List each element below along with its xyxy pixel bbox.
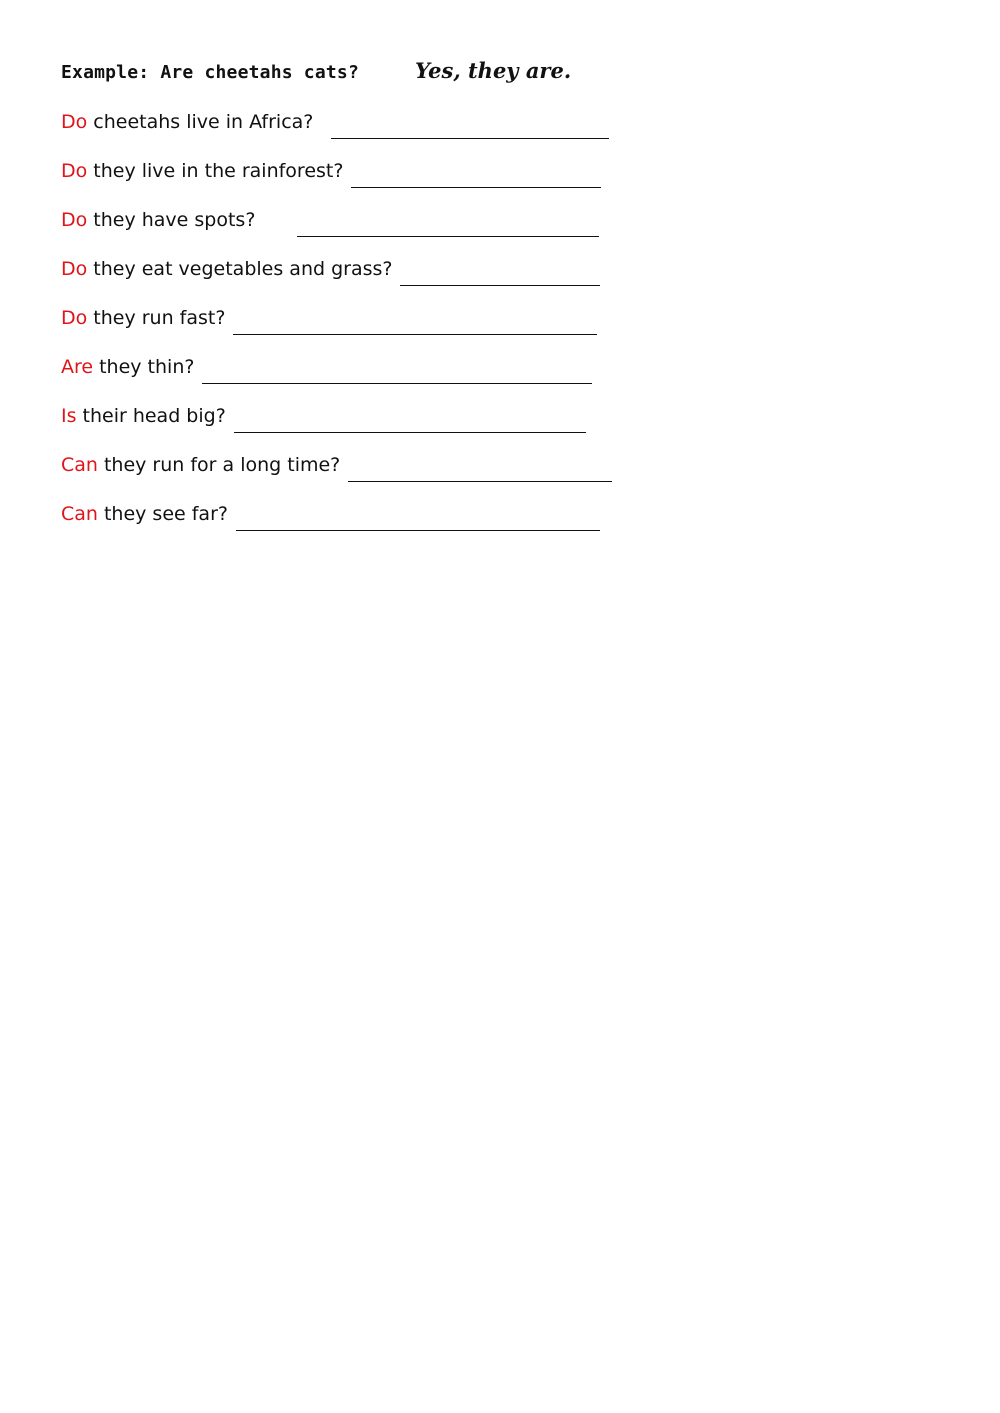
question-text: cheetahs live in Africa?: [93, 111, 314, 133]
question-text: they have spots?: [93, 209, 256, 231]
question-verb: Do: [61, 209, 88, 231]
answer-line[interactable]: [202, 382, 592, 384]
question-row-1: [61, 111, 609, 143]
question-row-7: [61, 405, 586, 437]
question-verb: Do: [61, 160, 88, 182]
question-text: they eat vegetables and grass?: [93, 258, 393, 280]
question-text: they run fast?: [93, 307, 226, 329]
question-verb: Do: [61, 307, 88, 329]
answer-line[interactable]: [331, 137, 609, 139]
example-question: Example: Are cheetahs cats?: [61, 62, 359, 83]
question-verb: Do: [61, 258, 88, 280]
question-verb: Do: [61, 111, 88, 133]
example-row: [61, 58, 571, 92]
question-row-9: [61, 503, 600, 535]
question-row-4: [61, 258, 600, 290]
question-text: they see far?: [103, 503, 228, 525]
question-row-6: [61, 356, 592, 388]
question-text: they live in the rainforest?: [93, 160, 344, 182]
answer-line[interactable]: [348, 480, 612, 482]
answer-line[interactable]: [297, 235, 599, 237]
answer-line[interactable]: [236, 529, 600, 531]
example-answer: Yes, they are.: [415, 58, 572, 83]
answer-line[interactable]: [234, 431, 586, 433]
answer-line[interactable]: [233, 333, 597, 335]
question-verb: Are: [61, 356, 94, 378]
answer-line[interactable]: [400, 284, 600, 286]
answer-line[interactable]: [351, 186, 601, 188]
question-text: their head big?: [82, 405, 226, 427]
question-row-3: [61, 209, 599, 241]
question-verb: Can: [61, 503, 98, 525]
question-text: they run for a long time?: [103, 454, 341, 476]
question-row-5: [61, 307, 597, 339]
question-text: they thin?: [99, 356, 195, 378]
question-row-8: [61, 454, 612, 486]
question-verb: Is: [61, 405, 77, 427]
question-row-2: [61, 160, 601, 192]
question-verb: Can: [61, 454, 98, 476]
